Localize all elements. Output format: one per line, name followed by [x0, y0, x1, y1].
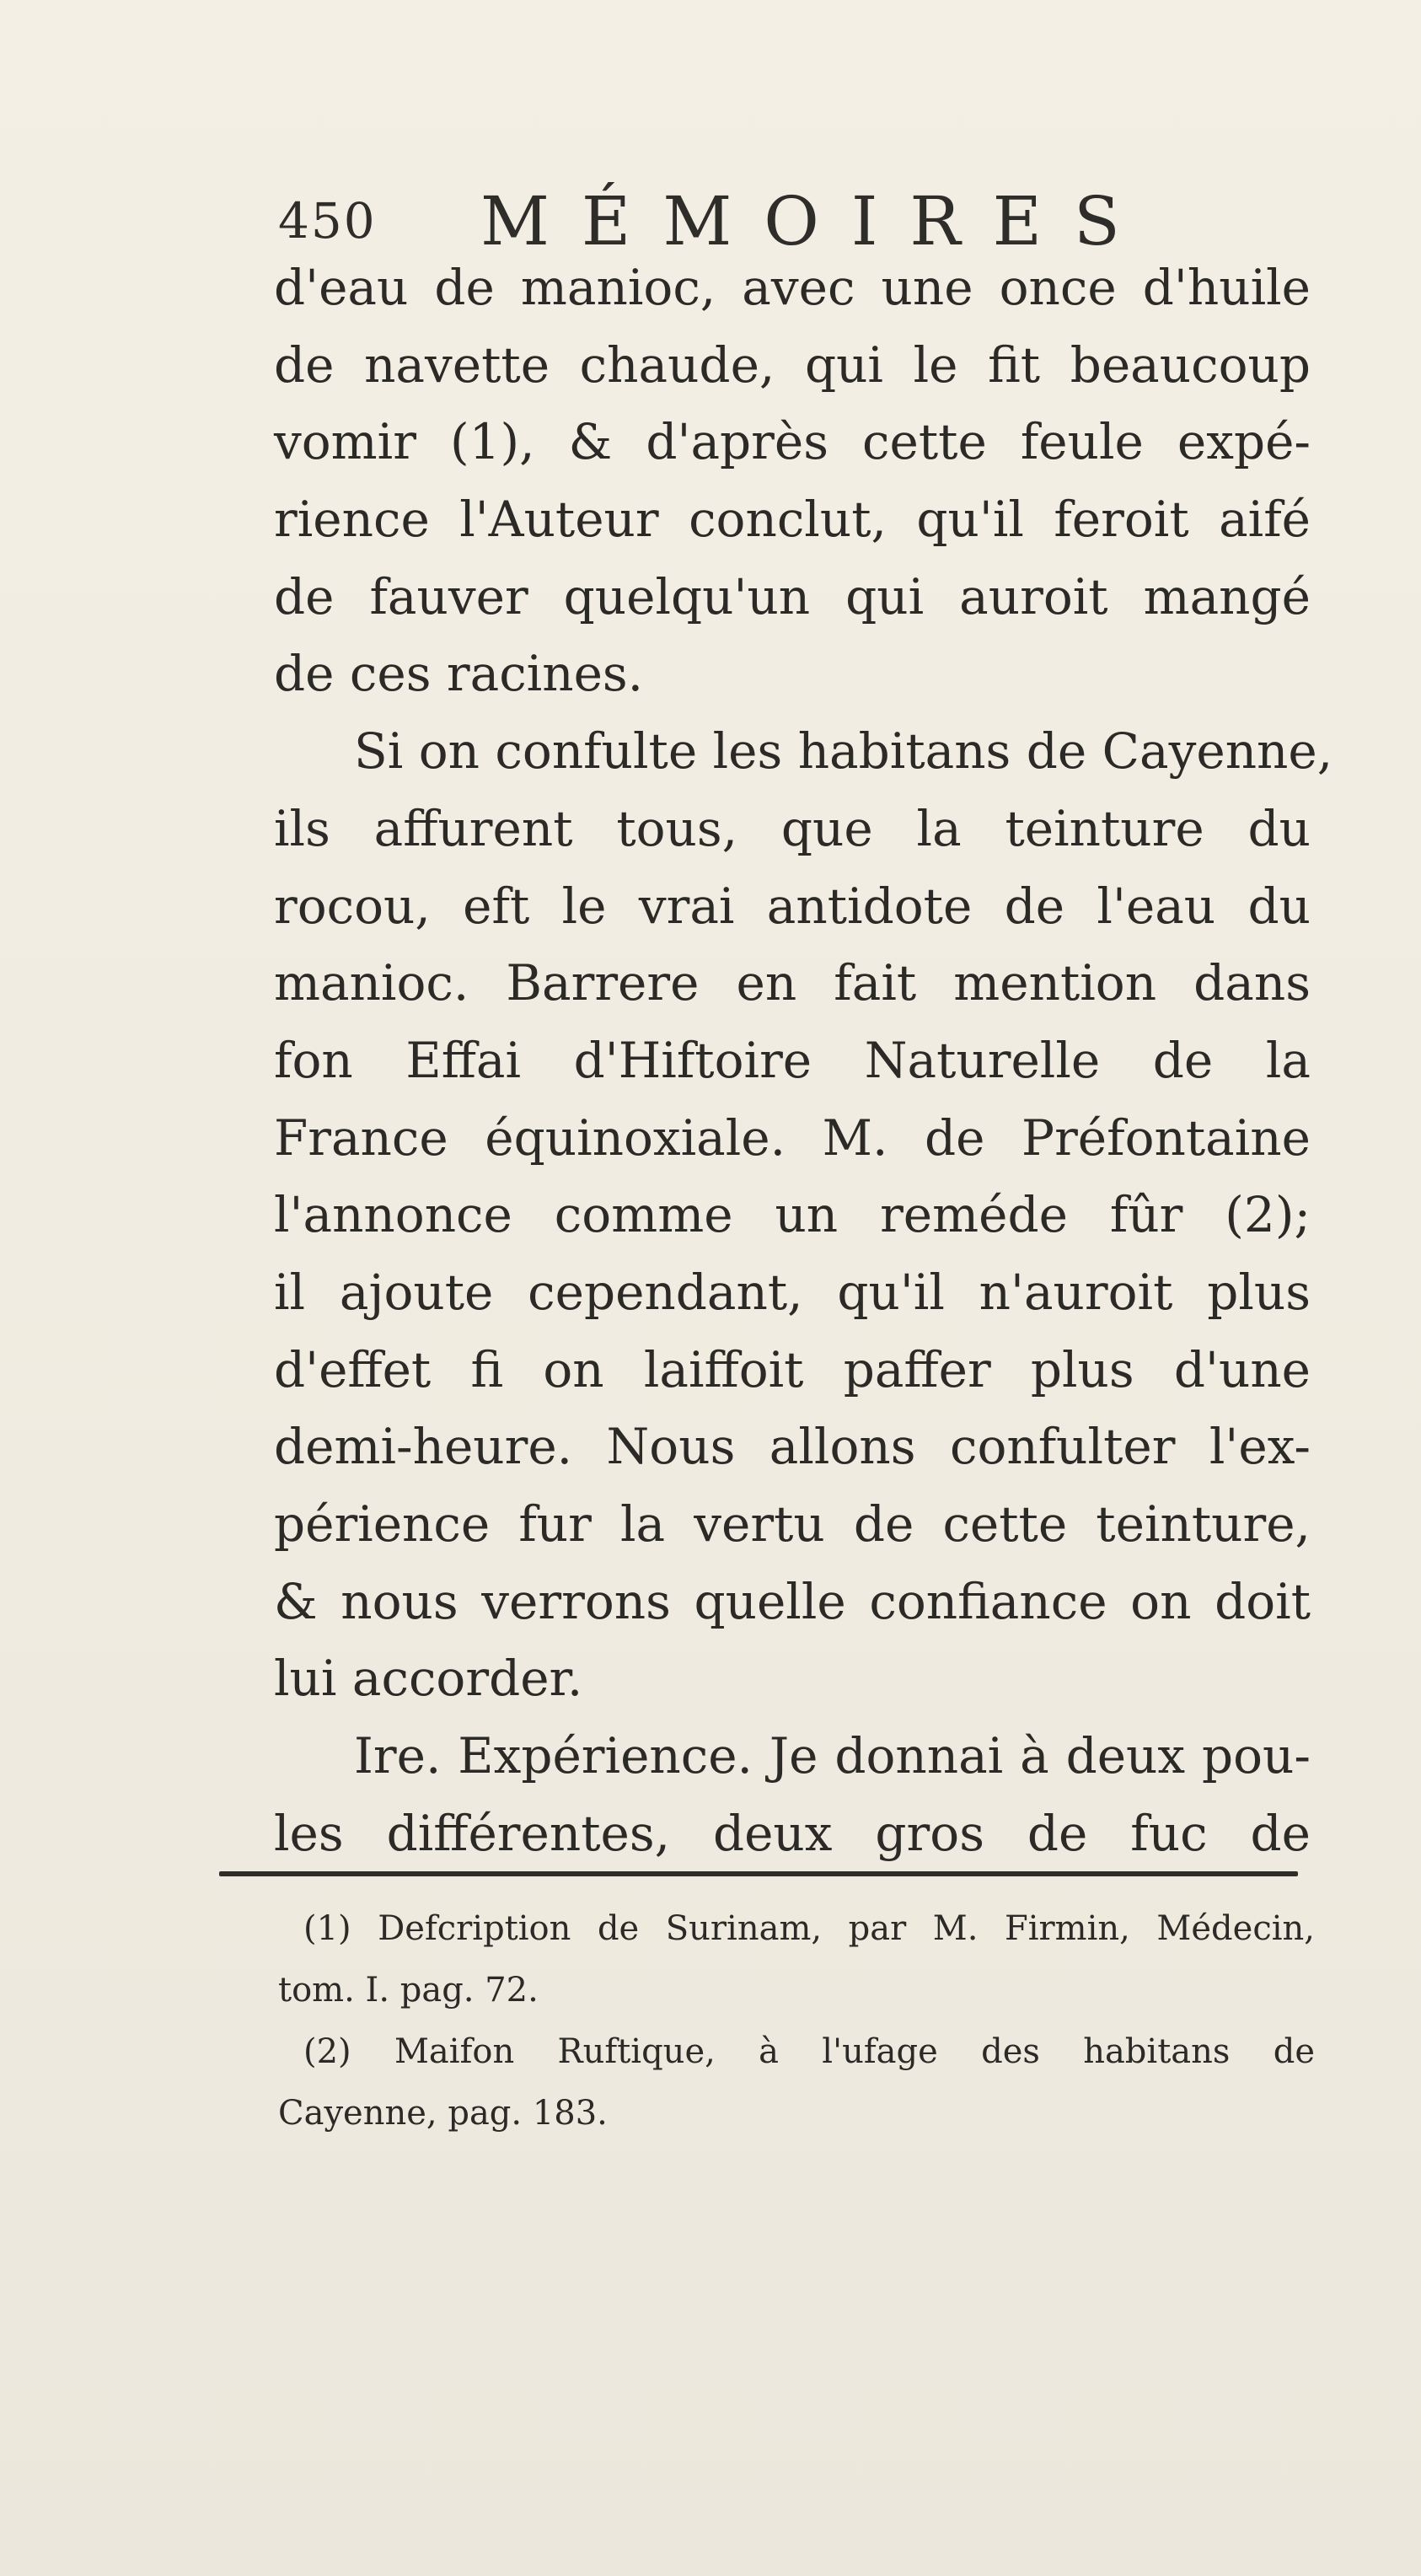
text-line: les différentes, deux gros de fuc de — [274, 1804, 1311, 1862]
text-line: ils affurent tous, que la teinture du — [274, 799, 1311, 857]
text-line: l'annonce comme un reméde fûr (2); — [274, 1186, 1311, 1244]
text-line: & nous verrons quelle confiance on doit — [274, 1572, 1311, 1630]
text-line: périence fur la vertu de cette teinture, — [274, 1495, 1311, 1553]
page-number: 450 — [278, 192, 377, 250]
text-line: manioc. Barrere en fait mention dans — [274, 954, 1311, 1012]
running-title: MÉMOIRES — [480, 182, 1152, 260]
footnotes — [278, 1898, 1315, 2144]
text-line: vomir (1), & d'après cette feule expé- — [274, 413, 1311, 471]
text-line: rience l'Auteur conclut, qu'il feroit aifé — [274, 491, 1311, 549]
footnote-line: Cayenne, pag. 183. — [278, 2094, 608, 2133]
text-line: de ces racines. — [274, 645, 644, 703]
footnote-line: (2) Maifon Ruftique, à l'ufage des habitans de — [303, 2032, 1315, 2071]
text-line: lui accorder. — [274, 1650, 583, 1708]
text-line: France équinoxiale. M. de Préfontaine — [274, 1108, 1311, 1167]
text-line: demi-heure. Nous allons confulter l'ex- — [274, 1418, 1311, 1476]
paragraph-start-line: Ire. Expérience. Je donnai à deux pou- — [354, 1727, 1311, 1785]
text-line: il ajoute cependant, qu'il n'auroit plus — [274, 1263, 1311, 1321]
body-text — [274, 250, 1333, 1872]
text-line: d'effet fi on laiffoit paffer plus d'une — [274, 1340, 1311, 1398]
text-line: d'eau de manioc, avec une once d'huile — [274, 259, 1311, 316]
footnote-line: (1) Defcription de Surinam, par M. Firmin, Médecin, — [303, 1909, 1315, 1948]
paragraph-start-line: Si on confulte les habitans de Cayenne, — [354, 722, 1333, 781]
text-line: rocou, eft le vrai antidote de l'eau du — [274, 877, 1311, 935]
text-line: de fauver quelqu'un qui auroit mangé — [274, 567, 1311, 625]
text-line: de navette chaude, qui le fit beaucoup — [274, 335, 1311, 394]
footnote-line: tom. I. pag. 72. — [278, 1971, 539, 2010]
text-line: fon Effai d'Hiftoire Naturelle de la — [274, 1031, 1311, 1089]
footnote-separator-rule — [219, 1871, 1298, 1876]
